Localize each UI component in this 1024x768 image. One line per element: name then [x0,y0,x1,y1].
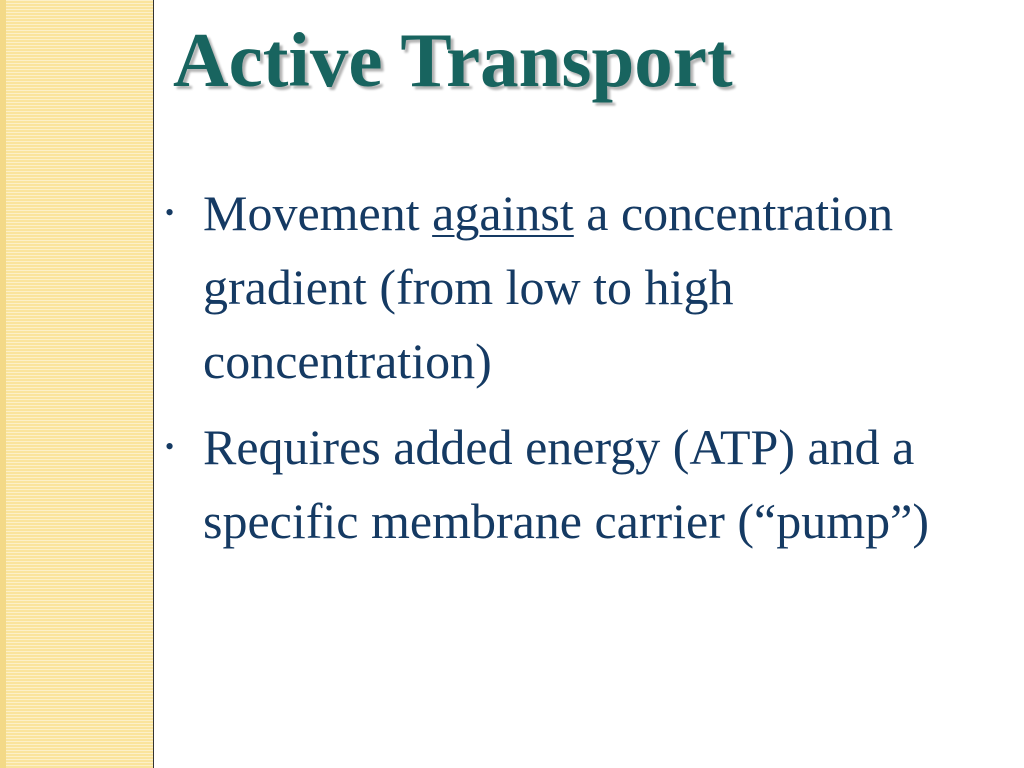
bullet-list [165,176,1015,570]
bullet-text: Requires added energy (ATP) and a specific membrane carrier (“pump”) [203,419,929,549]
bullet-item-requires [165,410,1015,558]
bullet-marker: • [165,432,175,461]
bullet-text-end: a concentration gradient (from low to high concentration) [203,185,894,389]
bullet-text-start: Movement [203,185,433,241]
side-band-edge [0,0,6,768]
decorative-side-band [0,0,154,768]
bullet-item-movement [165,176,1015,398]
bullet-marker: • [165,198,175,227]
slide-title: Active Transport [173,17,733,103]
emphasized-word: against [432,185,574,241]
